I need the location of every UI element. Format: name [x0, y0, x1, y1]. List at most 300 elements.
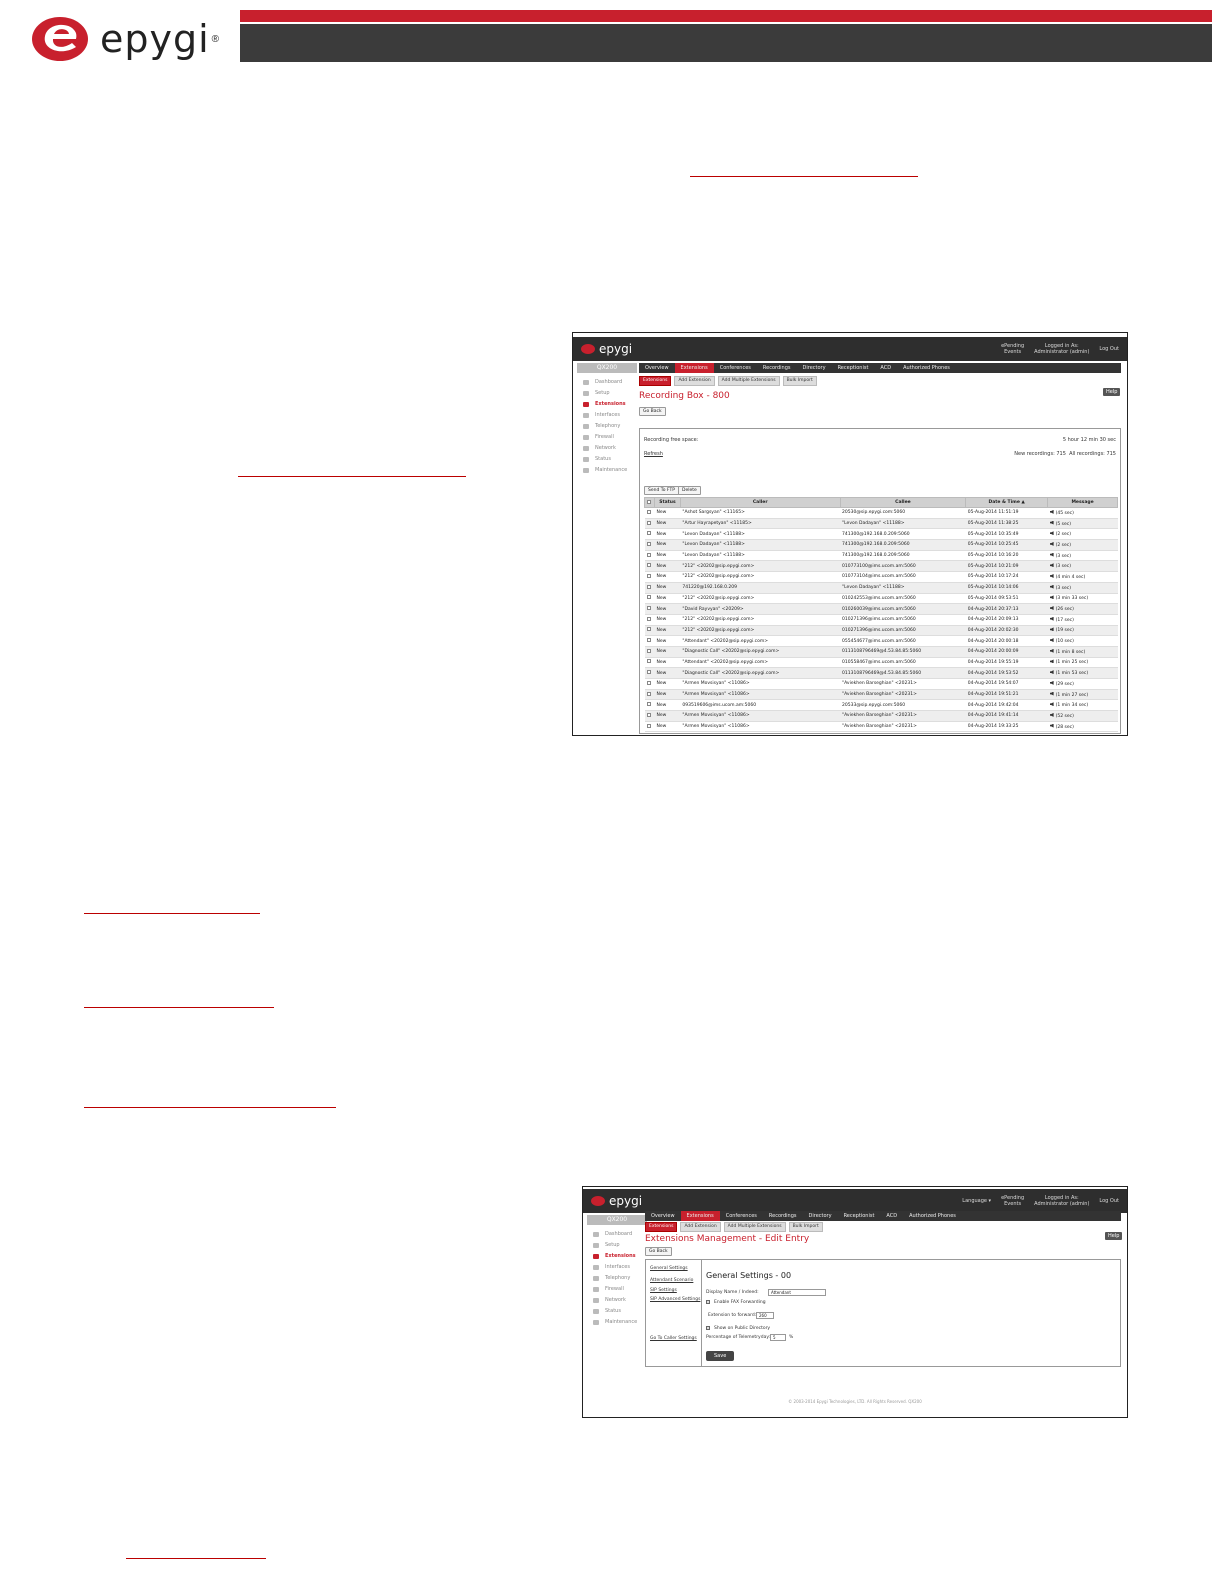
caller-cell: "212" <20202@sip.epygi.com> — [680, 561, 840, 572]
row-checkbox[interactable] — [647, 585, 651, 589]
table-row[interactable] — [645, 593, 1118, 604]
top-right-link[interactable] — [962, 1198, 991, 1204]
tab-conferences[interactable]: Conferences — [725, 1213, 757, 1219]
subtab-bulk-import[interactable]: Bulk Import — [789, 1222, 823, 1232]
status-cell: New — [654, 540, 680, 551]
callee-cell: 0113108796469@4.53.84.85:5060 — [840, 668, 966, 679]
table-row[interactable] — [645, 604, 1118, 615]
app-logo — [581, 342, 632, 356]
go-back-button[interactable] — [639, 407, 666, 416]
message-duration: (2 sec) — [1055, 542, 1072, 548]
callee-cell: 010260039@ims.ucom.am:5060 — [840, 604, 966, 615]
row-checkbox[interactable] — [647, 692, 651, 696]
message-duration: (29 sec) — [1055, 681, 1074, 687]
speaker-icon[interactable] — [1050, 585, 1054, 589]
message-cell[interactable] — [1048, 668, 1118, 679]
sidebar-item-status[interactable]: Status — [577, 454, 637, 465]
subtab-add-extension[interactable]: Add Extension — [680, 1222, 720, 1232]
caller-settings-link[interactable]: Go To Caller Settings — [650, 1336, 697, 1341]
sidebar-item-extensions[interactable]: Extensions — [577, 399, 637, 410]
general-settings-link[interactable]: General Settings — [650, 1266, 688, 1271]
row-checkbox[interactable] — [647, 595, 651, 599]
row-select-cell — [645, 614, 655, 625]
row-select-cell — [645, 582, 655, 593]
table-row[interactable] — [645, 572, 1118, 583]
callee-cell: 010242553@ims.ucom.am:5060 — [840, 593, 966, 604]
speaker-icon[interactable] — [1050, 670, 1054, 674]
app-logo-text: epygi — [599, 342, 633, 356]
caller-cell: "212" <20202@sip.epygi.com> — [680, 593, 840, 604]
hyperlink-underline[interactable] — [84, 913, 260, 914]
tab-recordings[interactable]: Recordings — [762, 365, 791, 371]
tab-receptionist[interactable]: Receptionist — [843, 1213, 875, 1219]
row-checkbox[interactable] — [647, 638, 651, 642]
footer-copyright: © 2003-2014 Epygi Technologies, LTD. All Rights Reserved. QX200 — [788, 1399, 922, 1404]
datetime-cell: 04-Aug-2014 19:42:04 — [966, 700, 1048, 711]
row-select-cell — [645, 540, 655, 551]
save-button[interactable]: Save — [706, 1351, 734, 1361]
table-row[interactable] — [645, 668, 1118, 679]
tab-recordings[interactable]: Recordings — [768, 1213, 797, 1219]
speaker-icon[interactable] — [1050, 617, 1054, 621]
go-back-button[interactable]: Go Back — [645, 1247, 672, 1256]
message-cell[interactable] — [1048, 593, 1118, 604]
table-row[interactable] — [645, 625, 1118, 636]
tab-directory[interactable]: Directory — [808, 1213, 832, 1219]
column-header[interactable]: Date & Time ▲ — [966, 498, 1048, 508]
row-checkbox[interactable] — [647, 713, 651, 717]
speaker-icon[interactable] — [1050, 606, 1054, 610]
speaker-icon[interactable] — [1050, 659, 1054, 663]
message-cell[interactable] — [1048, 582, 1118, 593]
message-cell[interactable] — [1048, 604, 1118, 615]
sidebar-item-maintenance[interactable]: Maintenance — [577, 465, 637, 476]
ext-forward-select[interactable]: 260 — [756, 1312, 774, 1319]
top-right-line1: Logged in As: — [1044, 1195, 1079, 1201]
speaker-icon[interactable] — [1050, 702, 1054, 706]
refresh-link[interactable]: Refresh — [644, 451, 663, 457]
sidebar-item-network[interactable]: Network — [577, 443, 637, 454]
table-body — [645, 508, 1118, 732]
table-row[interactable] — [645, 582, 1118, 593]
sidebar-item-setup[interactable]: Setup — [577, 388, 637, 399]
row-checkbox[interactable] — [647, 617, 651, 621]
status-cell: New — [654, 689, 680, 700]
callee-cell: "Aviekhen Barseghian" <20231> — [840, 689, 966, 700]
all-recordings-count: All recordings: 715 — [1069, 451, 1116, 457]
column-header[interactable]: Caller — [680, 498, 840, 508]
row-select-cell — [645, 700, 655, 711]
ext-forward-label: Extension to forward: — [708, 1313, 757, 1318]
speaker-icon[interactable] — [1050, 627, 1054, 631]
caller-cell: "Diagnostic Call" <20202@sip.epygi.com> — [680, 668, 840, 679]
speaker-icon[interactable] — [1050, 563, 1054, 567]
datetime-cell: 04-Aug-2014 19:55:19 — [966, 657, 1048, 668]
datetime-cell: 04-Aug-2014 19:53:52 — [966, 668, 1048, 679]
row-select-cell — [645, 572, 655, 583]
row-checkbox[interactable] — [647, 531, 651, 535]
row-checkbox[interactable] — [647, 627, 651, 631]
message-duration: (3 sec) — [1055, 553, 1072, 559]
free-space-value: 5 hour 12 min 30 sec — [1062, 437, 1116, 443]
callee-cell: 010773104@ims.ucom.am:5060 — [840, 572, 966, 583]
select-all-checkbox[interactable] — [647, 500, 651, 504]
caller-cell: 741220@192.168.0.209 — [680, 582, 840, 593]
row-checkbox[interactable] — [647, 521, 651, 525]
speaker-icon[interactable] — [1050, 553, 1054, 557]
top-right-line1: ePending — [1001, 343, 1025, 349]
subtab-bulk-import[interactable]: Bulk Import — [783, 376, 817, 386]
datetime-cell: 05-Aug-2014 10:35:49 — [966, 529, 1048, 540]
row-checkbox[interactable] — [647, 681, 651, 685]
speaker-icon[interactable] — [1050, 724, 1054, 728]
table-row[interactable] — [645, 550, 1118, 561]
row-checkbox[interactable] — [647, 563, 651, 567]
device-model: QX200 — [577, 363, 637, 373]
datetime-cell: 05-Aug-2014 11:38:25 — [966, 518, 1048, 529]
speaker-icon[interactable] — [1050, 713, 1054, 717]
callee-cell: 010271396@ims.ucom.am:5060 — [840, 625, 966, 636]
message-cell[interactable] — [1048, 689, 1118, 700]
sidebar-item-setup[interactable]: Setup — [587, 1240, 647, 1251]
message-duration: (17 sec) — [1055, 617, 1074, 623]
message-cell[interactable] — [1048, 657, 1118, 668]
new-recordings-count: New recordings: 715 — [1014, 451, 1066, 457]
subtab-add-extension[interactable]: Add Extension — [674, 376, 714, 386]
row-checkbox[interactable] — [647, 574, 651, 578]
row-select-cell — [645, 518, 655, 529]
sidebar-item-telephony[interactable]: Telephony — [587, 1273, 647, 1284]
sidebar-item-interfaces[interactable]: Interfaces — [577, 410, 637, 421]
datetime-cell: 04-Aug-2014 19:54:07 — [966, 679, 1048, 690]
row-checkbox[interactable] — [647, 510, 651, 514]
table-row[interactable] — [645, 518, 1118, 529]
tab-overview[interactable]: Overview — [651, 1213, 675, 1219]
table-row[interactable] — [645, 614, 1118, 625]
enable-fax-checkbox[interactable] — [706, 1300, 710, 1304]
message-duration: (28 sec) — [1055, 724, 1074, 730]
tab-directory[interactable]: Directory — [802, 365, 826, 371]
sidebar-item-network[interactable]: Network — [587, 1295, 647, 1306]
logo-icon — [581, 344, 595, 354]
speaker-icon[interactable] — [1050, 649, 1054, 653]
top-bar — [583, 1189, 1127, 1213]
callee-cell: 741300@192.168.0.209:5060 — [840, 540, 966, 551]
recordings-panel — [639, 428, 1121, 734]
message-cell[interactable] — [1048, 614, 1118, 625]
top-right-link[interactable] — [1034, 343, 1089, 355]
status-cell: New — [654, 518, 680, 529]
message-duration: (2 sec) — [1055, 532, 1072, 538]
row-checkbox[interactable] — [647, 553, 651, 557]
sidebar-item-interfaces[interactable]: Interfaces — [587, 1262, 647, 1273]
top-right-link[interactable] — [1034, 1195, 1089, 1207]
tab-authorized-phones[interactable]: Authorized Phones — [903, 365, 950, 371]
table-row[interactable] — [645, 679, 1118, 690]
speaker-icon[interactable] — [1050, 542, 1054, 546]
epygi-logo-icon — [30, 14, 94, 64]
table-row[interactable] — [645, 636, 1118, 647]
status-cell: New — [654, 508, 680, 519]
column-header[interactable]: Callee — [840, 498, 966, 508]
message-duration: (52 sec) — [1055, 713, 1074, 719]
status-cell: New — [654, 679, 680, 690]
send-to-ftp-button[interactable]: Send To FTP — [644, 486, 679, 495]
status-cell: New — [654, 529, 680, 540]
sip-settings-link[interactable]: SIP Settings — [650, 1288, 677, 1293]
caller-cell: "Diagnostic Call" <20202@sip.epygi.com> — [680, 646, 840, 657]
message-cell[interactable] — [1048, 679, 1118, 690]
caller-cell: "Attendant" <20202@sip.epygi.com> — [680, 636, 840, 647]
callee-cell: "Aviekhen Barseghian" <20231> — [840, 721, 966, 732]
datetime-cell: 04-Aug-2014 19:51:21 — [966, 689, 1048, 700]
display-name-input[interactable]: Attendant — [768, 1289, 826, 1296]
top-right-line2: Log Out — [1099, 346, 1119, 352]
message-duration: (1 min 53 sec) — [1055, 671, 1089, 677]
page-title: Recording Box - 800 — [639, 391, 730, 401]
app-logo-text: epygi — [609, 1194, 643, 1208]
message-duration: (19 sec) — [1055, 628, 1074, 634]
row-select-cell — [645, 561, 655, 572]
caller-cell: "212" <20202@sip.epygi.com> — [680, 625, 840, 636]
go-back-label: Go Back — [643, 409, 662, 414]
epygi-logo — [30, 12, 219, 66]
row-select-cell — [645, 711, 655, 722]
sidebar-item-dashboard[interactable]: Dashboard — [587, 1229, 647, 1240]
tab-extensions[interactable]: Extensions — [681, 1211, 720, 1221]
message-cell[interactable] — [1048, 700, 1118, 711]
caller-cell: "David Rayvyan" <20209> — [680, 604, 840, 615]
callee-cell: "Levon Dadayan" <11188> — [840, 582, 966, 593]
subtab-extensions[interactable]: Extensions — [639, 376, 671, 386]
tab-acd[interactable]: ACD — [880, 365, 892, 371]
status-cell: New — [654, 604, 680, 615]
tab-extensions[interactable]: Extensions — [675, 363, 714, 373]
message-duration: (1 min 34 sec) — [1055, 703, 1089, 709]
status-cell: New — [654, 721, 680, 732]
caller-cell: "Levon Dadayan" <11188> — [680, 540, 840, 551]
sidebar-item-telephony[interactable]: Telephony — [577, 421, 637, 432]
table-row[interactable] — [645, 657, 1118, 668]
brand-name: epygi — [100, 17, 210, 61]
row-select-cell — [645, 668, 655, 679]
datetime-cell: 05-Aug-2014 10:14:06 — [966, 582, 1048, 593]
status-cell: New — [654, 668, 680, 679]
edit-panel — [645, 1259, 1121, 1367]
table-header — [645, 498, 1118, 508]
main-nav — [639, 363, 1121, 373]
sidebar-item-firewall[interactable]: Firewall — [587, 1284, 647, 1295]
speaker-icon[interactable] — [1050, 531, 1054, 535]
message-cell[interactable] — [1048, 518, 1118, 529]
datetime-cell: 04-Aug-2014 20:37:13 — [966, 604, 1048, 615]
status-cell: New — [654, 550, 680, 561]
message-cell[interactable] — [1048, 711, 1118, 722]
top-right-line1: Logged in As: — [1044, 343, 1079, 349]
callee-cell: 20533@sip.epygi.com:5060 — [840, 700, 966, 711]
table-row[interactable] — [645, 711, 1118, 722]
row-checkbox[interactable] — [647, 542, 651, 546]
attendant-scenario-link[interactable]: Attendant Scenario — [650, 1278, 694, 1283]
caller-cell: "Armen Movsisyan" <11086> — [680, 689, 840, 700]
sidebar-item-firewall[interactable]: Firewall — [577, 432, 637, 443]
row-checkbox[interactable] — [647, 649, 651, 653]
settings-links — [646, 1260, 702, 1366]
display-name-label: Display Name / Indeed: — [706, 1290, 759, 1295]
percent-sign: % — [789, 1335, 794, 1340]
show-public-checkbox[interactable] — [706, 1326, 710, 1330]
top-right-line2: Language ▾ — [962, 1198, 992, 1204]
page-title: Extensions Management - Edit Entry — [645, 1234, 810, 1244]
callee-cell: 20530@sip.epygi.com:5060 — [840, 508, 966, 519]
row-select-cell — [645, 529, 655, 540]
message-cell[interactable] — [1048, 625, 1118, 636]
message-cell[interactable] — [1048, 529, 1118, 540]
caller-cell: "Artur Hayrapetyan" <11185> — [680, 518, 840, 529]
table-row[interactable] — [645, 561, 1118, 572]
status-cell: New — [654, 561, 680, 572]
row-checkbox[interactable] — [647, 659, 651, 663]
table-row[interactable] — [645, 508, 1118, 519]
top-right-link[interactable] — [1099, 346, 1119, 352]
hyperlink-underline[interactable] — [84, 1107, 336, 1108]
message-cell[interactable] — [1048, 561, 1118, 572]
row-checkbox[interactable] — [647, 670, 651, 674]
sidebar-item-status[interactable]: Status — [587, 1306, 647, 1317]
top-right-link[interactable] — [1001, 343, 1024, 355]
top-bar — [573, 337, 1127, 361]
table-row[interactable] — [645, 721, 1118, 732]
tab-acd[interactable]: ACD — [886, 1213, 898, 1219]
table-row[interactable] — [645, 540, 1118, 551]
caller-cell: "212" <20202@sip.epygi.com> — [680, 614, 840, 625]
sidebar — [577, 363, 637, 476]
row-checkbox[interactable] — [647, 702, 651, 706]
message-cell[interactable] — [1048, 572, 1118, 583]
free-space-label: Recording free space: — [644, 437, 699, 443]
hyperlink-underline[interactable] — [84, 1007, 274, 1008]
subtab-add-multiple-extensions[interactable]: Add Multiple Extensions — [718, 376, 780, 386]
speaker-icon[interactable] — [1050, 574, 1054, 578]
sip-advanced-settings-link[interactable]: SIP Advanced Settings — [650, 1297, 701, 1302]
status-cell: New — [654, 711, 680, 722]
table-row[interactable] — [645, 700, 1118, 711]
speaker-icon[interactable] — [1050, 595, 1054, 599]
sidebar-item-dashboard[interactable]: Dashboard — [577, 377, 637, 388]
hyperlink-underline[interactable] — [690, 176, 918, 177]
subtab-extensions[interactable]: Extensions — [645, 1222, 677, 1232]
speaker-icon[interactable] — [1050, 510, 1054, 514]
status-cell: New — [654, 582, 680, 593]
row-checkbox[interactable] — [647, 724, 651, 728]
recordings-table — [644, 497, 1118, 732]
row-select-cell — [645, 679, 655, 690]
recording-counts — [1014, 451, 1116, 457]
percentage-select[interactable]: 5 — [770, 1334, 786, 1341]
sidebar-item-extensions[interactable]: Extensions — [587, 1251, 647, 1262]
help-button[interactable]: Help — [1105, 1232, 1122, 1240]
status-cell: New — [654, 572, 680, 583]
datetime-cell: 05-Aug-2014 10:21:09 — [966, 561, 1048, 572]
select-all-header — [645, 498, 655, 508]
callee-cell: "Aviekhen Barseghian" <20231> — [840, 711, 966, 722]
hyperlink-underline[interactable] — [126, 1558, 266, 1559]
message-cell[interactable] — [1048, 721, 1118, 732]
message-duration: (3 sec) — [1055, 564, 1072, 570]
table-row[interactable] — [645, 529, 1118, 540]
message-cell[interactable] — [1048, 636, 1118, 647]
caller-cell: "Levon Dadayan" <11188> — [680, 529, 840, 540]
datetime-cell: 05-Aug-2014 11:51:19 — [966, 508, 1048, 519]
help-button[interactable]: Help — [1103, 388, 1120, 396]
row-select-cell — [645, 657, 655, 668]
datetime-cell: 04-Aug-2014 19:33:25 — [966, 721, 1048, 732]
caller-cell: "Attendant" <20202@sip.epygi.com> — [680, 657, 840, 668]
row-select-cell — [645, 604, 655, 615]
speaker-icon[interactable] — [1050, 692, 1054, 696]
subtab-add-multiple-extensions[interactable]: Add Multiple Extensions — [724, 1222, 786, 1232]
device-model: QX200 — [587, 1215, 647, 1225]
message-duration: (4 min 4 sec) — [1055, 574, 1086, 580]
delete-button[interactable]: Delete — [678, 486, 701, 495]
top-right-line2: Log Out — [1099, 1198, 1119, 1204]
caller-cell: "Armen Movsisyan" <11086> — [680, 679, 840, 690]
status-cell: New — [654, 614, 680, 625]
tab-conferences[interactable]: Conferences — [719, 365, 751, 371]
message-cell[interactable] — [1048, 550, 1118, 561]
speaker-icon[interactable] — [1050, 638, 1054, 642]
tab-overview[interactable]: Overview — [645, 365, 669, 371]
percentage-label: Percentage of Telemetryday: — [706, 1335, 771, 1340]
sidebar-item-maintenance[interactable]: Maintenance — [587, 1317, 647, 1328]
datetime-cell: 04-Aug-2014 20:00:18 — [966, 636, 1048, 647]
message-cell[interactable] — [1048, 540, 1118, 551]
enable-fax-label: Enable FAX Forwarding — [714, 1300, 766, 1305]
table-row[interactable] — [645, 646, 1118, 657]
top-right-link[interactable] — [1099, 1198, 1119, 1204]
callee-cell: 741300@192.168.0.209:5060 — [840, 529, 966, 540]
message-cell[interactable] — [1048, 508, 1118, 519]
speaker-icon[interactable] — [1050, 681, 1054, 685]
row-select-cell — [645, 636, 655, 647]
sub-nav — [645, 1222, 823, 1232]
message-duration: (26 sec) — [1055, 607, 1074, 613]
tab-receptionist[interactable]: Receptionist — [837, 365, 869, 371]
tab-authorized-phones[interactable]: Authorized Phones — [909, 1213, 956, 1219]
column-header[interactable]: Status — [654, 498, 680, 508]
column-header[interactable]: Message — [1048, 498, 1118, 508]
callee-cell: 010773100@ims.ucom.am:5060 — [840, 561, 966, 572]
logo-icon — [591, 1196, 605, 1206]
status-cell: New — [654, 625, 680, 636]
datetime-cell: 05-Aug-2014 10:25:45 — [966, 540, 1048, 551]
top-right-link[interactable] — [1001, 1195, 1024, 1207]
hyperlink-underline[interactable] — [238, 476, 466, 477]
row-checkbox[interactable] — [647, 606, 651, 610]
sub-nav — [639, 376, 817, 386]
message-duration: (45 sec) — [1055, 510, 1074, 516]
show-public-label: Show on Public Directory — [714, 1326, 771, 1331]
speaker-icon[interactable] — [1050, 521, 1054, 525]
datetime-cell: 04-Aug-2014 19:41:14 — [966, 711, 1048, 722]
message-cell[interactable] — [1048, 646, 1118, 657]
table-row[interactable] — [645, 689, 1118, 700]
row-select-cell — [645, 593, 655, 604]
datetime-cell: 05-Aug-2014 10:16:20 — [966, 550, 1048, 561]
row-select-cell — [645, 550, 655, 561]
callee-cell: 741300@192.168.0.209:5060 — [840, 550, 966, 561]
top-right-links — [962, 1195, 1119, 1207]
